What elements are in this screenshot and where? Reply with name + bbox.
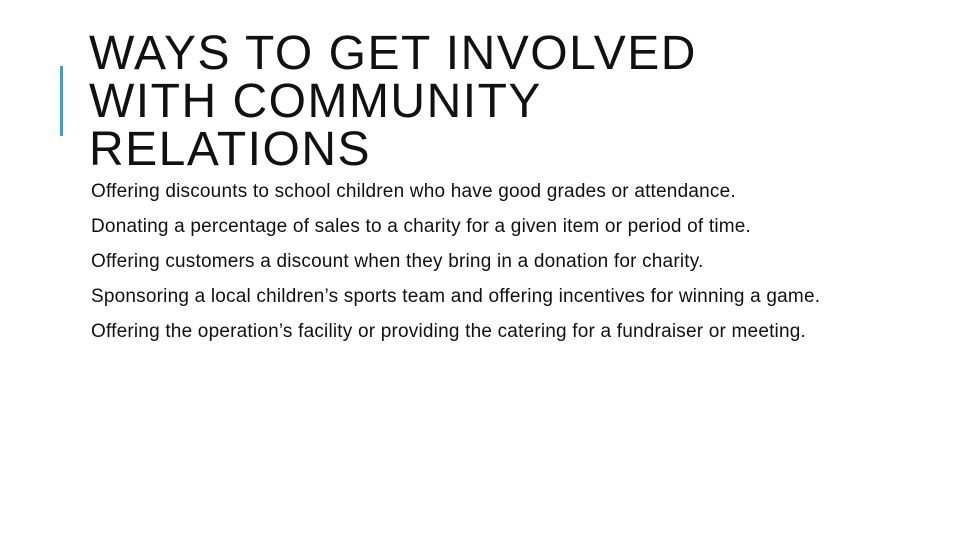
bullet-list [91,180,851,344]
bullet-item: Offering customers a discount when they bring in a donation for charity. [91,251,704,272]
bullet-item: Offering the operation’s facility or providing the catering for a fundraiser or meeting. [91,321,806,342]
slide-title-line: WITH COMMUNITY [89,75,542,128]
title-accent-bar [60,66,63,136]
bullet-item: Sponsoring a local children’s sports team and offering incentives for winning a game. [91,286,821,307]
bullet-item: Offering discounts to school children who have good grades or attendance. [91,181,736,202]
bullet-item: Donating a percentage of sales to a charity for a given item or period of time. [91,216,752,237]
slide-title [89,27,909,176]
slide-title-line: RELATIONS [89,123,371,176]
slide-title-line: WAYS TO GET INVOLVED [89,27,697,80]
